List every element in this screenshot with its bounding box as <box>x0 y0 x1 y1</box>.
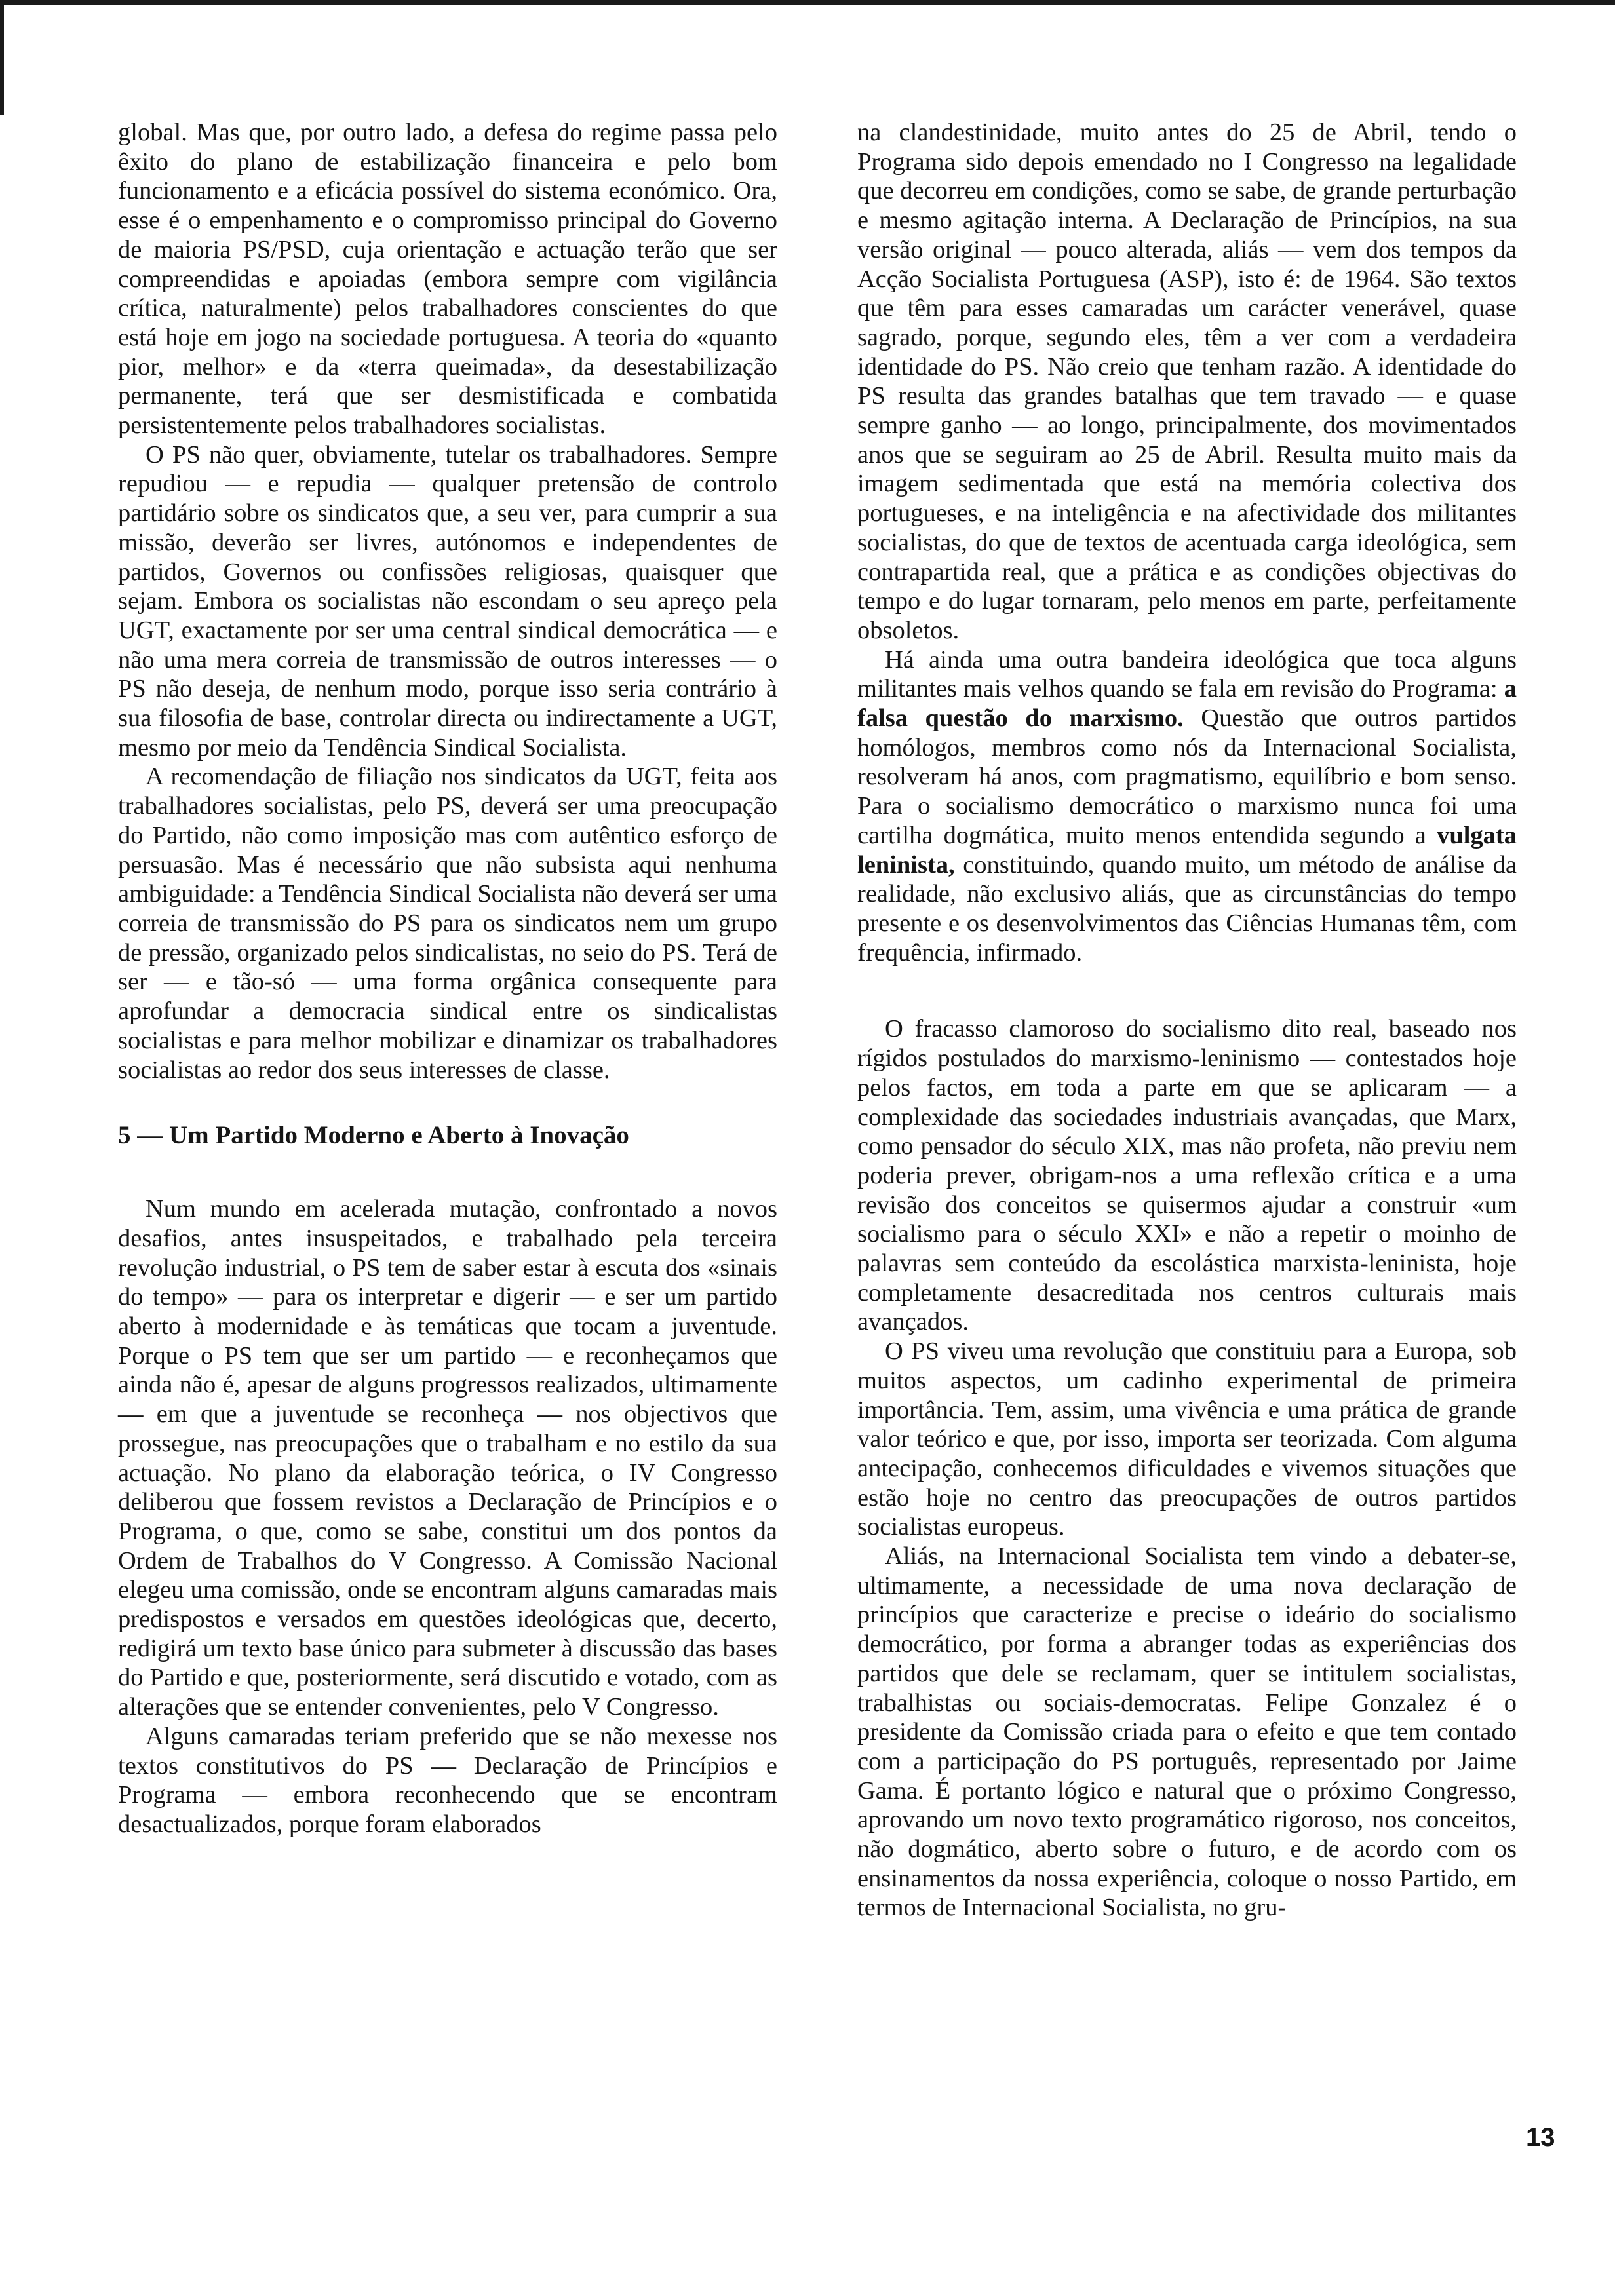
emphasis-text: vulgata leninista, <box>857 821 1517 879</box>
paragraph: O PS não quer, obviamente, tutelar os trabalhadores. Sempre repudiou — e repudia — qualquer pretensão de controlo partidário sobre os sindicatos que, a seu ver, para cumprir a sua missão, deverão ser livres, autónomos e independentes de partidos, Governos ou confissões religiosas, quaisquer que sejam. Embora os socialistas não escondam o seu apreço pela UGT, exactamente por ser uma central sindical democrática — e não uma mera correia de transmissão de outros interesses — o PS não deseja, de nenhum modo, porque isso seria contrário à sua filosofia de base, controlar directa ou indirectamente a UGT, mesmo por meio da Tendência Sindical Socialista. <box>118 440 777 761</box>
left-border-rule <box>0 0 4 115</box>
text-run: Há ainda uma outra bandeira ideológica que toca alguns militantes mais velhos quando se fala em revisão do Programa: <box>857 645 1517 703</box>
paragraph: Num mundo em acelerada mutação, confrontado a novos desafios, antes insuspeitados, e trabalhado pela terceira revolução industrial, o PS tem de saber estar à escuta dos «sinais do tempo» — para os interpretar e digerir — e ser um partido aberto à modernidade e às temáticas que tocam a juventude. Porque o PS tem que ser um partido — e reconheçamos que ainda não é, apesar de alguns progressos realizados, ultimamente — em que a juventude se reconheça — nos objectivos que prossegue, nas preocupações que o trabalham e no estilo da sua actuação. No plano da elaboração teórica, o IV Congresso deliberou que fossem revistos a Declaração de Princípios e o Programa, o que, como se sabe, constitui um dos pontos da Ordem de Trabalhos do V Congresso. A Comissão Nacional elegeu uma comissão, onde se encontram alguns camaradas mais predispostos e versados em questões ideológicas que, decerto, redigirá um texto base único para submeter à discussão das bases do Partido e que, posteriormente, será discutido e votado, com as alterações que se entender convenientes, pelo V Congresso. <box>118 1195 777 1721</box>
paragraph: O fracasso clamoroso do socialismo dito real, baseado nos rígidos postulados do marxismo-leninismo — contestados hoje pelos factos, em toda a parte em que se aplicaram — a complexidade das sociedades industriais avançadas, que Marx, como pensador do século XIX, mas não profeta, não previu nem poderia prever, obrigam-nos a uma reflexão crítica e a uma revisão dos conceitos se quisermos ajudar a construir «um socialismo para o século XXI» e não a repetir o moinho de palavras sem conteúdo da escolástica marxista-leninista, hoje completamente desacreditada nos centros culturais mais avançados. <box>857 1015 1517 1336</box>
text-run: constituindo, quando muito, um método de análise da realidade, não exclusivo aliás, que as circunstâncias do tempo presente e os desenvolvimentos das Ciências Humanas têm, com frequência, infirmado. <box>857 851 1517 966</box>
paragraph: A recomendação de filiação nos sindicatos da UGT, feita aos trabalhadores socialistas, pelo PS, deverá ser uma preocupação do Partido, não como imposição mas com autêntico esforço de persuasão. Mas é necessário que não subsista aqui nenhuma ambiguidade: a Tendência Sindical Socialista não deverá ser uma correia de transmissão do PS para os sindicatos nem um grupo de pressão, organizado pelos sindicalistas, no seio do PS. Terá de ser — e tão-só — uma forma orgânica consequente para aprofundar a democracia sindical entre os sindicalistas socialistas e para melhor mobilizar e dinamizar os trabalhadores socialistas ao redor dos seus interesses de classe. <box>118 763 777 1084</box>
top-border-rule <box>0 0 1615 5</box>
page-number: 13 <box>1526 2123 1555 2152</box>
paragraph: Aliás, na Internacional Socialista tem vindo a debater-se, ultimamente, a necessidade de uma nova declaração de princípios que caracterize e precise o ideário do socialismo democrático, por forma a abranger todas as experiências dos partidos que dele se reclamam, quer se intitulem socialistas, trabalhistas ou sociais-democratas. Felipe Gonzalez é o presidente da Comissão criada para o efeito e que tem contado com a participação do PS português, representado por Jaime Gama. É portanto lógico e natural que o próximo Congresso, aprovando um novo texto programático rigoroso, nos conceitos, não dogmático, aberto sobre o futuro, e de acordo com os ensinamentos da nossa experiência, coloque o nosso Partido, em termos de Internacional Socialista, no gru- <box>857 1542 1517 1922</box>
paragraph: Alguns camaradas teriam preferido que se não mexesse nos textos constitutivos do PS — Declaração de Princípios e Programa — embora reconhecendo que se encontram desactualizados, porque foram elaborados <box>118 1722 777 1838</box>
right-column <box>857 118 1517 1923</box>
paragraph-with-emphasis <box>857 645 1517 968</box>
paragraph: O PS viveu uma revolução que constituiu para a Europa, sob muitos aspectos, um cadinho experimental de primeira importância. Tem, assim, uma vivência e uma prática de grande valor teórico e que, por isso, importa ser teorizada. Com alguma antecipação, conhecemos dificuldades e vivemos situações que estão hoje no centro das preocupações de outros partidos socialistas europeus. <box>857 1337 1517 1541</box>
section-heading: 5 — Um Partido Moderno e Aberto à Inovação <box>118 1121 629 1150</box>
text-run: Questão que outros partidos homólogos, membros como nós da Internacional Socialista, resolveram há anos, com pragmatismo, equilíbrio e bom senso. Para o socialismo democrático o marxismo nunca foi uma cartilha dogmática, muito menos entendida segundo a <box>857 704 1517 849</box>
paragraph: na clandestinidade, muito antes do 25 de Abril, tendo o Programa sido depois emendado no I Congresso na legalidade que decorreu em condições, como se sabe, de grande perturbação e mesmo agitação interna. A Declaração de Princípios, na sua versão original — pouco alterada, aliás — vem dos tempos da Acção Socialista Portuguesa (ASP), isto é: de 1964. São textos que têm para esses camaradas um carácter venerável, quase sagrado, porque, segundo eles, têm a ver com a verdadeira identidade do PS. Não creio que tenham razão. A identidade do PS resulta das grandes batalhas que tem travado — e quase sempre ganho — ao longo, principalmente, dos movimentados anos que se seguiram ao 25 de Abril. Resulta muito mais da imagem sedimentada que está na memória colectiva dos portugueses, e na inteligência e na afectividade dos militantes socialistas, do que de textos de acentuada carga ideológica, sem contrapartida real, que a prática e as condições objectivas do tempo e do lugar tornaram, pelo menos em parte, perfeitamente obsoletos. <box>857 119 1517 644</box>
emphasis-text: a falsa questão do marxismo. <box>857 675 1517 733</box>
paragraph: global. Mas que, por outro lado, a defesa do regime passa pelo êxito do plano de estabilização financeira e pelo bom funcionamento e a eficácia possível do sistema económico. Ora, esse é o empenhamento e o compromisso principal do Governo de maioria PS/PSD, cuja orientação e actuação terão que ser compreendidas e apoiadas (embora sempre com vigilância crítica, naturalmente) pelos trabalhadores conscientes do que está hoje em jogo na sociedade portuguesa. A teoria do «quanto pior, melhor» e da «terra queimada», da desestabilização permanente, terá que ser desmistificada e combatida persistentemente pelos trabalhadores socialistas. <box>118 119 777 440</box>
left-column <box>118 118 777 1839</box>
